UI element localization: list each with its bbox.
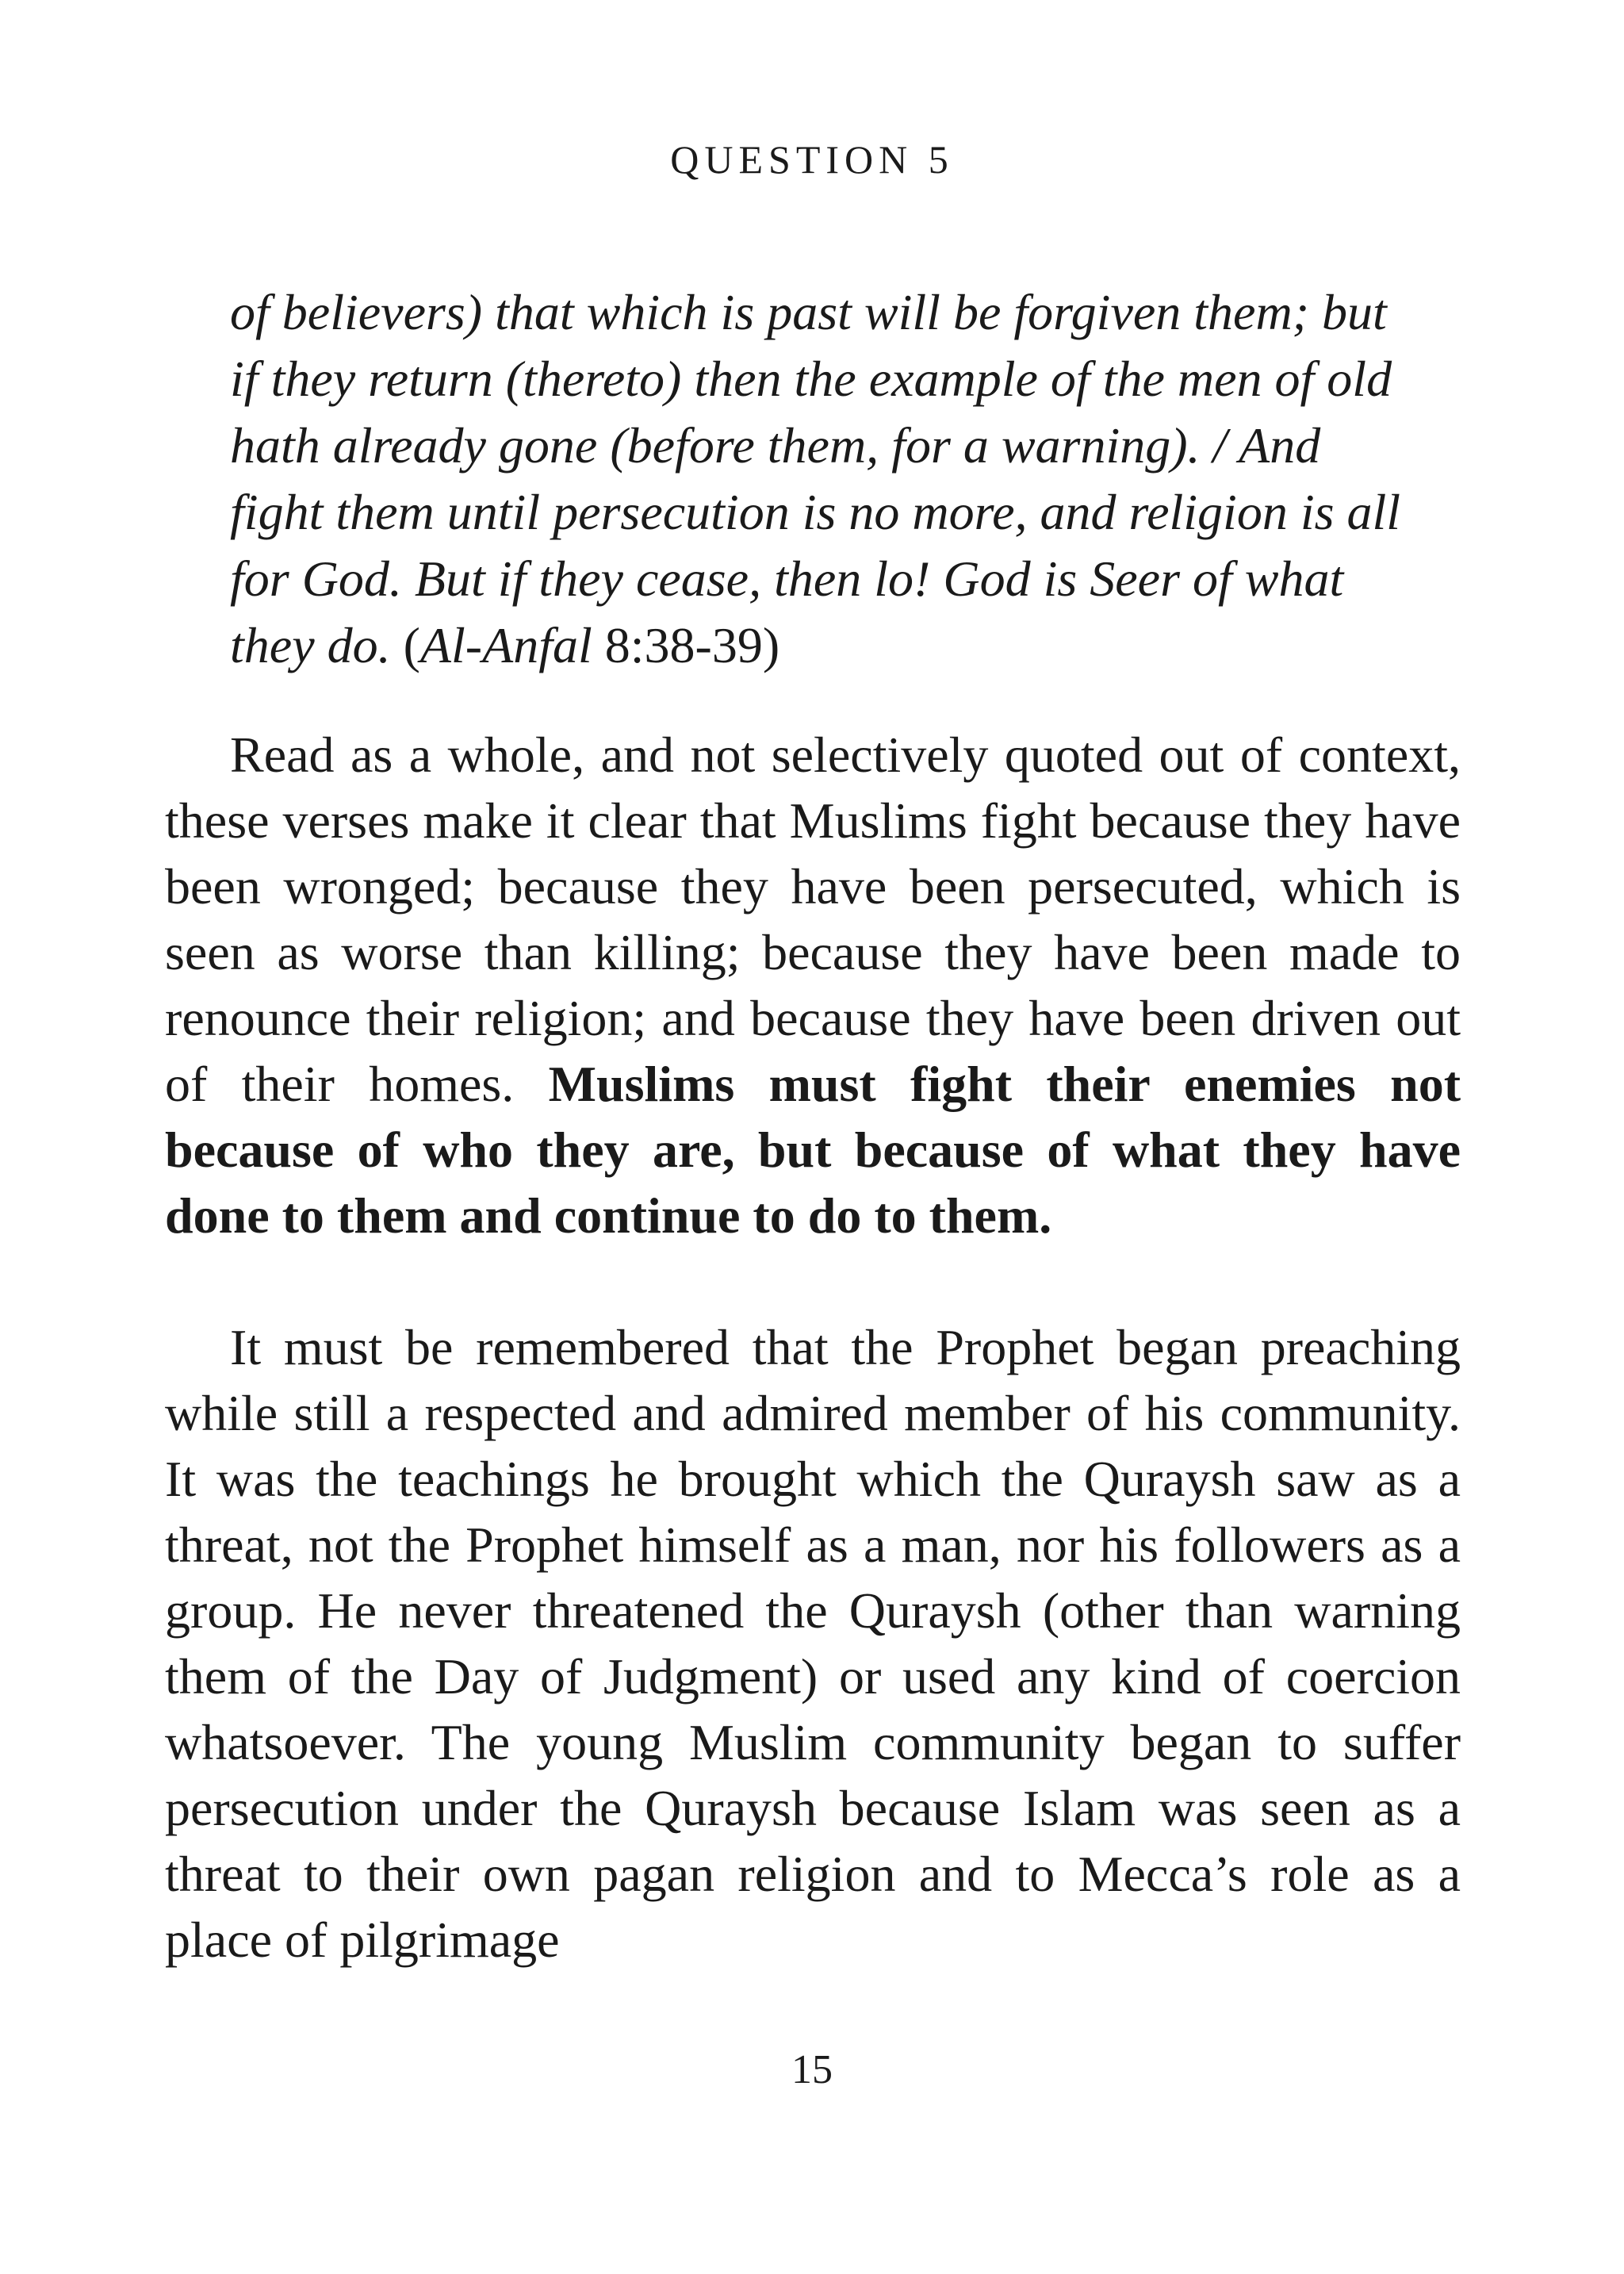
paragraph-1 — [165, 722, 1461, 1248]
quote-source-ref: 8:38-39) — [604, 617, 780, 673]
paragraph-2 — [165, 1314, 1461, 1973]
paragraph-2-text: It must be remembered that the Prophet began preaching while still a respected and admired member of his community. It was the teachings he brought which the Quraysh saw as a threat, not the Prophet himself as a man, nor his followers as a group. He never threatened the Quraysh (other than warning them of the Day of Judgment) or used any kind of coercion whatsoever. The young Muslim community began to suffer persecution under the Quraysh because Islam was seen as a threat to their own pagan religion and to Mecca’s role as a place of pilgrimage — [165, 1319, 1461, 1968]
quran-quote — [230, 279, 1411, 679]
paragraph-1-bold: Muslims must fight their enemies not because of who they are, but because of what they have done to them and continue to do to them. — [165, 1056, 1461, 1244]
quote-source-name: Al-Anfal — [419, 617, 592, 673]
running-head: QUESTION 5 — [670, 137, 954, 182]
quote-source-open: ( — [390, 617, 420, 673]
quote-text: of believers) that which is past will be forgiven them; but if they return (thereto) then the example of the men of old hath already gone (before them, for a warning). / And fight them until persecution is no more, and religion is all for God. But if they cease, then lo! God is Seer of what they do. — [230, 284, 1401, 673]
page-number: 15 — [791, 2047, 833, 2092]
paragraph-1-text: Read as a whole, and not selectively quoted out of context, these verses make it clear that Muslims fight because they have been wronged; because they have been persecuted, which is seen as worse than killing; because they have been made to renounce their religion; and because they have been driven out of their homes. — [165, 727, 1461, 1112]
